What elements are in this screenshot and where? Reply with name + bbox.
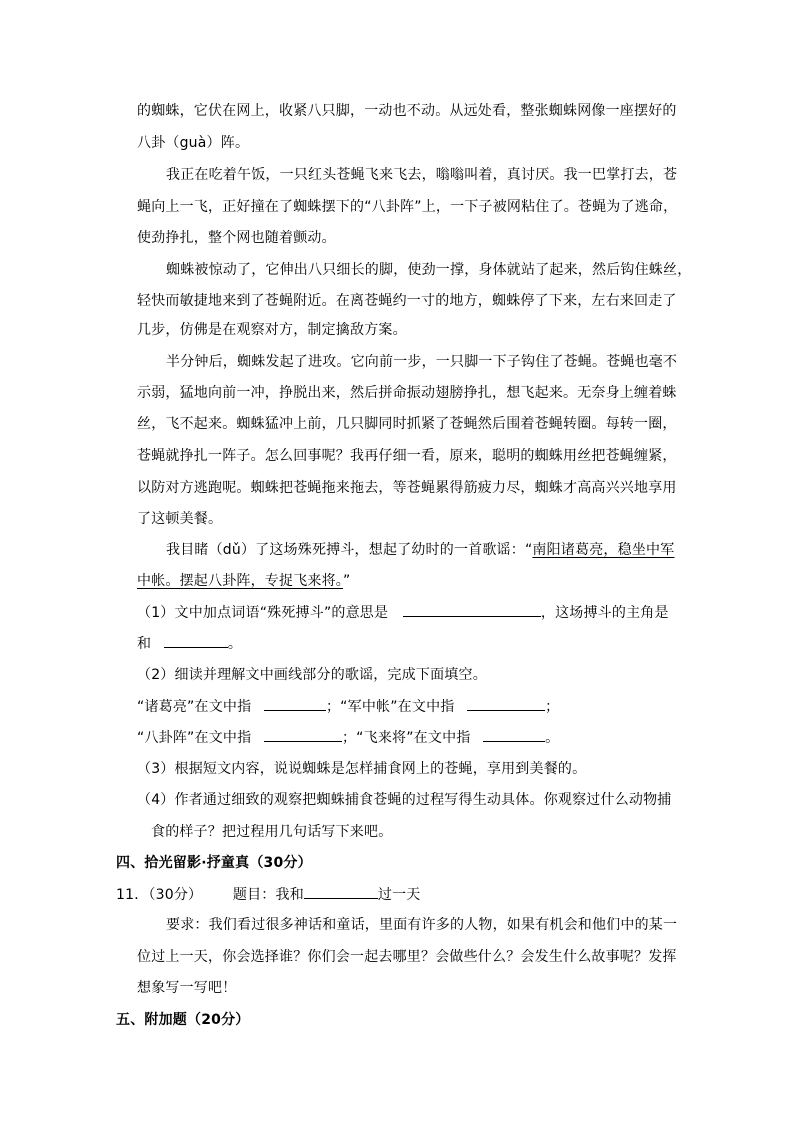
question-2-blank-zhuge[interactable] — [264, 696, 326, 711]
ballad-line-2 — [137, 571, 350, 591]
question-1-text-b: ，这场搏斗的主角是 — [540, 605, 669, 621]
ballad-underlined-2: 中帐。摆起八卦阵，专捉飞来将。 — [137, 573, 343, 589]
question-1-line-1 — [137, 602, 669, 622]
question-2-end: 。 — [545, 730, 560, 746]
question-1-blank-role[interactable] — [164, 633, 228, 648]
question-2-line-1 — [137, 696, 559, 716]
question-2-feilai-label: “飞来将”在文中指 — [356, 730, 471, 746]
passage-line: 蜘蛛被惊动了，它伸出八只细长的脚，使劲一撑，身体就站了起来，然后钩住蛛丝， — [166, 262, 692, 278]
ballad-close-quote: ” — [343, 573, 351, 589]
question-2-zhuge-label: “诸葛亮”在文中指 — [137, 699, 252, 715]
question-1-text-a: （1）文中加点词语“殊死搏斗”的意思是 — [137, 605, 389, 621]
question-2-blank-bagua[interactable] — [264, 727, 342, 742]
passage-line: 蝇向上一飞，正好撞在了蜘蛛摆下的“八卦阵”上，一下子被网粘住了。苍蝇为了逃命， — [137, 199, 678, 215]
essay-title-line — [116, 884, 421, 904]
passage-line: 的蜘蛛，它伏在网上，收紧八只脚，一动也不动。从远处看，整张蜘蛛网像一座摆好的 — [137, 103, 677, 119]
essay-title-suffix: 过一天 — [377, 887, 421, 903]
question-2-bagua-label: “八卦阵”在文中指 — [137, 730, 252, 746]
question-2-blank-junzhong[interactable] — [467, 696, 545, 711]
passage-line: 示弱，猛地向前一冲，挣脱出来，然后拼命振动翅膀挣扎，想飞起来。无奈身上缠着蛛 — [137, 385, 677, 401]
question-4-line-1: （4）作者通过细致的观察把蜘蛛捕食苍蝇的过程写得生动具体。你观察过什么动物捕 — [137, 792, 672, 808]
question-2-line-2 — [137, 727, 559, 747]
question-1-text-c: 和 — [137, 636, 152, 652]
question-1-line-2 — [137, 633, 242, 653]
question-3: （3）根据短文内容，说说蜘蛛是怎样捕食网上的苍蝇，享用到美餐的。 — [137, 761, 587, 777]
passage-line: 使劲挣扎，整个网也随着颤动。 — [137, 230, 336, 246]
question-2-junzhong-label: “军中帐”在文中指 — [340, 699, 455, 715]
essay-title-prefix: 题目：我和 — [232, 887, 304, 903]
question-2-blank-feilai[interactable] — [483, 727, 545, 742]
question-4-line-2: 食的样子？把过程用几句话写下来吧。 — [151, 824, 393, 840]
question-1-blank-meaning[interactable] — [403, 602, 541, 617]
question-2-sep: ； — [545, 699, 560, 715]
essay-title-blank[interactable] — [304, 884, 378, 899]
passage-line: 以防对方逃跑呢。蜘蛛把苍蝇拖来拖去，等苍蝇累得筋疲力尽，蜘蛛才高高兴兴地享用 — [137, 480, 677, 496]
ballad-line-1 — [166, 540, 674, 560]
section-4-heading: 四、拾光留影·抒童真（30分） — [116, 855, 312, 871]
question-2-sep: ； — [341, 730, 357, 746]
section-5-heading: 五、附加题（20分） — [116, 1012, 250, 1028]
ballad-underlined-1: 南阳诸葛亮，稳坐中军 — [532, 542, 675, 558]
question-number: 11．（30分） — [116, 887, 203, 903]
essay-requirement-line: 要求：我们看过很多神话和童话，里面有许多的人物，如果有机会和他们中的某一 — [166, 917, 678, 933]
passage-line: 苍蝇就挣扎一阵子。怎么回事呢？我再仔细一看，原来，聪明的蜘蛛用丝把苍蝇缠紧， — [137, 448, 677, 464]
passage-line: 丝，飞不起来。蜘蛛猛冲上前，几只脚同时抓紧了苍蝇然后围着苍蝇转圈。每转一圈， — [137, 416, 677, 432]
passage-line: 八卦（guà）阵。 — [137, 135, 250, 151]
essay-requirement-line: 想象写一写吧！ — [137, 980, 237, 996]
passage-line: 半分钟后，蜘蛛发起了进攻。它向前一步，一只脚一下子钩住了苍蝇。苍蝇也毫不 — [166, 354, 678, 370]
passage-line: 几步，仿佛是在观察对方，制定擒敌方案。 — [137, 322, 407, 338]
question-2-sep: ； — [325, 699, 341, 715]
passage-line: 了这顿美餐。 — [137, 511, 223, 527]
ballad-intro: 我目睹（dǔ）了这场殊死搏斗，想起了幼时的一首歌谣：“ — [166, 542, 533, 558]
essay-requirement-line: 位过上一天，你会选择谁？你们会一起去哪里？会做些什么？会发生什么故事呢？发挥 — [137, 949, 677, 965]
question-2-prompt: （2）细读并理解文中画线部分的歌谣，完成下面填空。 — [137, 667, 487, 683]
passage-line: 我正在吃着午饭，一只红头苍蝇飞来飞去，嗡嗡叫着，真讨厌。我一巴掌打去，苍 — [166, 167, 678, 183]
passage-line: 轻快而敏捷地来到了苍蝇附近。在离苍蝇约一寸的地方，蜘蛛停了下来，左右来回走了 — [137, 293, 677, 309]
question-1-end: 。 — [227, 636, 243, 652]
